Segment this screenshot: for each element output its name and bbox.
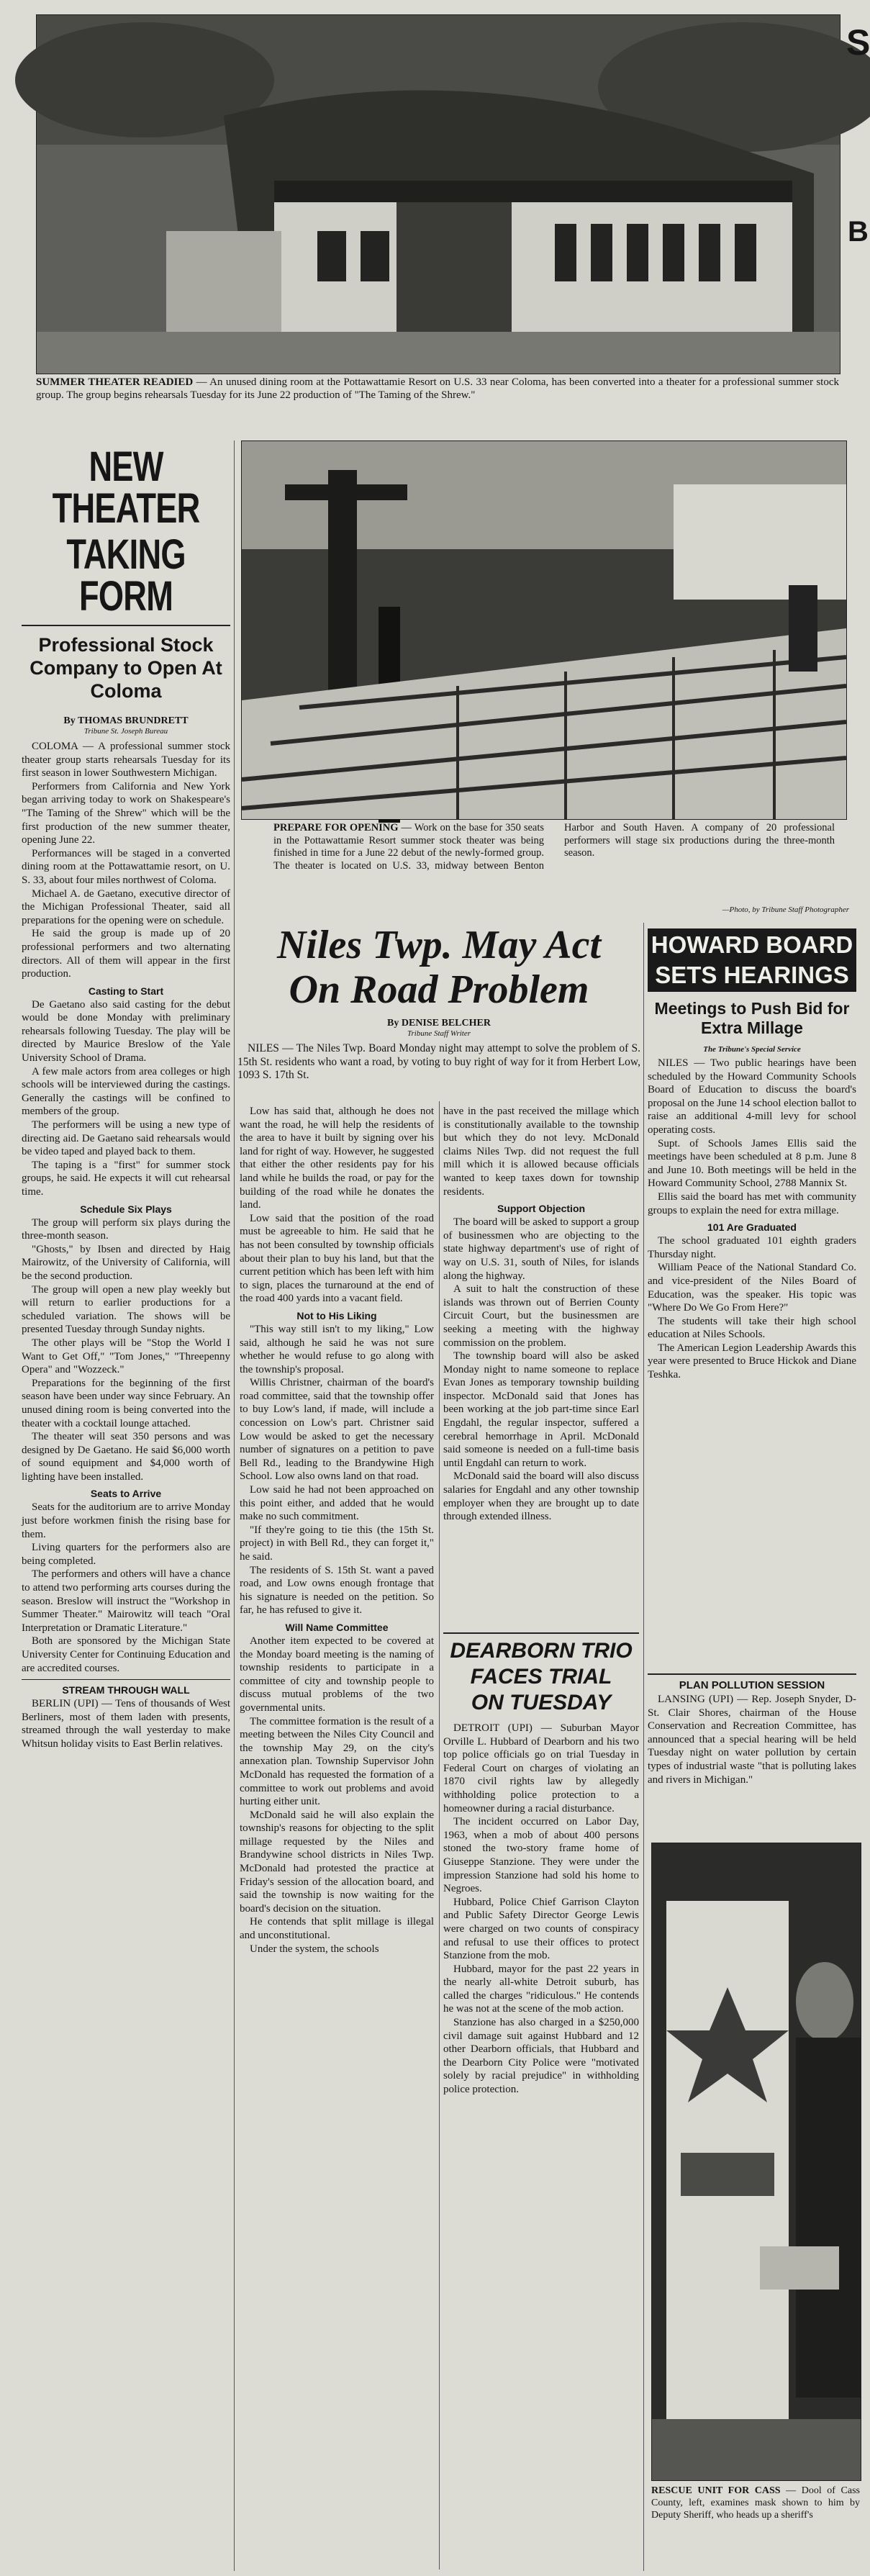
- niles-paragraph: McDonald said he will also explain the township's reasons for objecting to the split millage requested by the Niles and Brandywine school districts in Niles Twp. McDonald had protested the practice at Friday's session of the allocation board, and said the township is now waiting for the board's decision on the situation.: [240, 1809, 434, 1915]
- howard-subhead-graduated: 101 Are Graduated: [707, 1221, 797, 1234]
- opening-prep-photo: [241, 440, 847, 820]
- opening-prep-caption-text: — Work on the base for 350 seats in the Pottawattamie Resort summer stock theater was being finished in time for a June 22 debut of the newly-formed group. The theater is located on U.S. 33, midway between Benton Harbor and South Haven. A company of 20 professional performers will stage six productions during the three-month season.: [273, 822, 835, 872]
- edge-fragment-2: B: [848, 216, 869, 248]
- dearborn-headline-line2: FACES TRIAL: [470, 1665, 612, 1689]
- theater-subhead-casting: Casting to Start: [88, 985, 164, 997]
- dearborn-paragraph: Stanzione has also charged in a $250,000 civil damage suit against Hubbard and 12 other Dearborn officials, that Hubbard and the Dearborn City Police were "motivated solely by racial prejudice" in withholding police protection.: [443, 2017, 639, 2096]
- theater-paragraph: The theater will seat 350 persons and was designed by De Gaetano. He said $6,000 worth of sound equipment and $4,000 worth of lighting have been installed.: [22, 1431, 230, 1483]
- opening-prep-caption: [273, 822, 835, 872]
- theater-paragraph: Both are sponsored by the Michigan State University Center for Continuing Education and are accredited courses.: [22, 1635, 230, 1674]
- theater-headline: [22, 443, 230, 620]
- opening-prep-photo-image: [242, 441, 846, 819]
- niles-paragraph: Under the system, the schools: [250, 1943, 379, 1955]
- niles-column-2: [443, 1105, 639, 1616]
- howard-headline: [648, 928, 856, 992]
- howard-paragraph: William Peace of the National Standard Co. and vice-president of the Niles Board of Education, was the speaker. His topic was "Where Do We Go From Here?": [648, 1262, 856, 1314]
- niles-lead-paragraph: NILES — The Niles Twp. Board Monday night may attempt to solve the problem of S. 15th St. residents who want a road, by voting to buy right of way for it from Herbert Low, 1093 S. 17th St.: [237, 1042, 640, 1082]
- niles-subhead-liking: Not to His Liking: [296, 1309, 377, 1321]
- howard-story: [648, 928, 856, 1670]
- theater-paragraph: COLOMA — A professional summer stock theater group starts rehearsals Tuesday for its first season in lower Southwestern Michigan.: [22, 741, 230, 779]
- howard-headline-line2: SETS HEARINGS: [655, 962, 849, 988]
- theater-paragraph: He said the group is made up of 20 professional performers and two alternating directors. All of them will appear in the first production.: [22, 928, 230, 980]
- niles-paragraph: The township board will also be asked Monday night to name someone to replace Evan Jones as temporary township building inspector. McDonald said that Jones has been working at the job part-time since Earl Engdahl, the regular inspector, suffered a cerebral hemorrhage in April. McDonald said someone is needed on a full-time basis until Engdahl can return to work.: [443, 1350, 639, 1469]
- theater-paragraph: Michael A. de Gaetano, executive director of the Michigan Professional Theater, said all preparations for the opening were on schedule.: [22, 887, 230, 926]
- theater-paragraph: Performances will be staged in a converted dining room at the Pottawattamie resort, on U. S. 33, about four miles northwest of Coloma.: [22, 847, 230, 886]
- howard-subhead: Meetings to Push Bid for Extra Millage: [654, 999, 850, 1037]
- theater-subhead-plays: Schedule Six Plays: [80, 1203, 172, 1215]
- rescue-unit-caption: [651, 2485, 860, 2570]
- theater-byline: By THOMAS BRUNDRETT: [63, 715, 189, 726]
- theater-headline-line1: NEW THEATER: [52, 443, 200, 532]
- niles-paragraph: "This way still isn't to my liking," Low said, although he said he was not sure whether he would refuse to go along with the township's proposal.: [240, 1323, 434, 1375]
- niles-paragraph: Another item expected to be covered at the Monday board meeting is the naming of township residents to participate in a committee of city and township people to discuss mutual problems of the two governmental units.: [240, 1635, 434, 1714]
- theater-headline-rule: [22, 625, 230, 626]
- summer-theater-caption-text: — An unused dining room at the Pottawattamie Resort on U.S. 33 near Coloma, has been converted into a theater for a professional summer stock group. The group begins rehearsals Tuesday for its June 22 production of "The Taming of the Shrew.": [36, 376, 839, 401]
- theater-affiliation: Tribune St. Joseph Bureau: [83, 727, 168, 736]
- niles-story: [237, 923, 640, 1083]
- howard-paragraph: The American Legion Leadership Awards this year were presented to Bruce Hickok and Diane Teshka.: [648, 1342, 856, 1381]
- stream-subhead: STREAM THROUGH WALL: [62, 1684, 190, 1696]
- theater-story: [22, 443, 230, 2570]
- dearborn-headline-line1: DEARBORN TRIO: [450, 1639, 633, 1663]
- theater-paragraph: "Ghosts," by Ibsen and directed by Haig Mairowitz, of the University of California, will be the second production.: [22, 1243, 230, 1282]
- niles-headline: [237, 923, 640, 1012]
- theater-paragraph: The group will perform six plays during the three-month season.: [22, 1216, 230, 1242]
- niles-affiliation: Tribune Staff Writer: [407, 1029, 471, 1038]
- theater-paragraph: Performers from California and New York began arriving today to work on Shakespeare's "The Taming of the Shrew" which will be the first production of the new summer theater, opening June 22.: [22, 780, 230, 846]
- dearborn-headline-line3: ON TUESDAY: [471, 1691, 612, 1714]
- theater-paragraph: The taping is a "first" for summer stock groups, he said. He expects it will cut rehearsal time.: [22, 1159, 230, 1198]
- dearborn-paragraph: DETROIT (UPI) — Suburban Mayor Orville L. Hubbard of Dearborn and his two top police officials go on trial Tuesday in Federal Court on charges of violating an 1870 civil rights law by allegedly withholding police protection to a homeowner during a racial disturbance.: [443, 1722, 639, 1815]
- dearborn-top-rule: [443, 1632, 639, 1634]
- summer-theater-caption-lead: SUMMER THEATER READIED: [36, 376, 194, 388]
- niles-paragraph: Low said he had not been approached on this point either, and added that he would make no such commitment.: [240, 1484, 434, 1523]
- column-divider: [439, 1101, 440, 2570]
- summer-theater-caption: [36, 376, 839, 402]
- pollution-story: [648, 1673, 856, 1825]
- dearborn-story: [443, 1632, 639, 2568]
- dearborn-paragraph: Hubbard, Police Chief Garrison Clayton and Public Safety Director George Lewis were charged on two counts of conspiracy and refusal to use their offices to protect Stanzione from the mob.: [443, 1896, 639, 1962]
- theater-paragraph: The group will open a new play weekly but will return to earlier productions for a scheduled variation. The shows will be presented Tuesday through Sunday nights.: [22, 1283, 230, 1336]
- pollution-headline: PLAN POLLUTION SESSION: [679, 1679, 825, 1691]
- dearborn-headline: [443, 1638, 639, 1716]
- theater-subhead: Professional Stock Company to Open At Coloma: [30, 634, 222, 702]
- niles-paragraph: He contends that split millage is illegal and unconstitutional.: [240, 1916, 434, 1942]
- rescue-unit-photo: [651, 1843, 861, 2481]
- opening-prep-caption-lead: PREPARE FOR OPENING: [273, 822, 399, 833]
- theater-paragraph: Living quarters for the performers also are being completed.: [22, 1542, 230, 1567]
- theater-paragraph: The performers and others will have a chance to attend two performing arts courses during the season. Breslow will instruct the "Workshop in Summer Theater." Mairowitz will teach "Oral Interpretation or Dramatic Literature.": [22, 1568, 230, 1634]
- howard-paragraph: The school graduated 101 eighth graders Thursday night.: [648, 1235, 856, 1260]
- howard-paragraph: Supt. of Schools James Ellis said the meetings have been scheduled at 8 p.m. June 8 and June 10. Both meetings will be held in the Howard Community School, 2788 Mannix St.: [648, 1137, 856, 1190]
- dearborn-paragraph: The incident occurred on Labor Day, 1963, when a mob of about 400 persons stoned the two-story frame home of Giuseppe Stanzione. They were under the impression Stanzione had sold his home to Negroes.: [443, 1816, 639, 1895]
- theater-paragraph: A few male actors from area colleges or high schools will be interviewed during the castings. Generally the castings will be confined to members of the group.: [22, 1065, 230, 1118]
- niles-column-1: [240, 1105, 434, 2570]
- column-divider: [643, 923, 644, 2571]
- summer-theater-photo: [36, 14, 840, 374]
- niles-paragraph: Low said that the position of the road must be agreeable to him. He said that he has not been consulted by township officials about their plan to buy his land, but that the current petition which has been left with him to sign, places the turnaround at the end of the road 400 yards into a vacant field.: [240, 1212, 434, 1305]
- theater-subhead-seats: Seats to Arrive: [90, 1488, 162, 1500]
- howard-affiliation: The Tribune's Special Service: [703, 1045, 801, 1054]
- theater-paragraph: Seats for the auditorium are to arrive Monday just before workmen finish the rising base for them.: [22, 1501, 230, 1540]
- photo-credit: —Photo, by Tribune Staff Photographer: [722, 905, 849, 914]
- niles-headline-line1: Niles Twp. May Act: [276, 923, 602, 967]
- edge-fragment-1: S: [846, 22, 870, 63]
- theater-paragraph: The performers will be using a new type of directing aid. De Gaetano said rehearsals would be video taped and played back to them.: [22, 1119, 230, 1158]
- column-divider: [234, 440, 235, 2571]
- stream-rule: [22, 1679, 230, 1680]
- pollution-paragraph: LANSING (UPI) — Rep. Joseph Snyder, D-St. Clair Shores, chairman of the House Conservation and Recreation Committee, has announced that a special hearing will be held Tuesday night on water pollution by certain types of industrial waste "that is polluting lakes and rivers in Michigan.": [648, 1694, 856, 1786]
- howard-headline-line1: HOWARD BOARD: [651, 931, 853, 958]
- pollution-top-rule: [648, 1673, 856, 1675]
- niles-paragraph: "If they're going to tie this (the 15th St. project) in with Bell Rd., they can forget it," he said.: [240, 1524, 434, 1563]
- howard-paragraph: NILES — Two public hearings have been scheduled by the Howard Community Schools Board of Education to discuss the board's proposal on the June 14 school election ballot to raise an additional 4-mill levy for school operating costs.: [648, 1057, 856, 1136]
- theater-headline-line2: TAKING FORM: [66, 531, 186, 620]
- dearborn-paragraph: Hubbard, mayor for the past 22 years in the nearly all-white Detroit suburb, has called the charges "ridiculous." He contends he was not at the scene of the mob action.: [443, 1963, 639, 2015]
- niles-paragraph: The board will be asked to support a group of businessmen who are objecting to the state highway department's use of right of way on U.S. 31, south of Niles, for islands along the highway.: [443, 1216, 639, 1282]
- niles-paragraph: McDonald said the board will also discuss salaries for Engdahl and any other township employer when they are brought up to date through extended illness.: [443, 1470, 639, 1523]
- theater-paragraph: Preparations for the beginning of the first season have been under way since February. An unused dining room is being converted into the theater with a cocktail lounge attached.: [22, 1377, 230, 1429]
- rescue-unit-caption-lead: RESCUE UNIT FOR CASS: [651, 2485, 781, 2496]
- howard-paragraph: The students will take their high school education at Niles Schools.: [648, 1315, 856, 1341]
- niles-paragraph: A suit to halt the construction of these islands was thrown out of Berrien County Circuit Court, but the businessmen are seeking a meeting with the highway commission on the problem.: [443, 1283, 639, 1349]
- niles-paragraph: Low has said that, although he does not want the road, he will help the residents of the area to have it built by signing over his land for right of way. However, he suggested that either the other residents pay for his land while he builds the road, or pay for the building of the road while he donates the land.: [240, 1106, 434, 1211]
- niles-paragraph: The residents of S. 15th St. want a paved road, and Low owns enough frontage that his signature is needed on the petition. So far, he has refused to give it.: [240, 1564, 434, 1617]
- howard-paragraph: Ellis said the board has met with community groups to explain the need for extra millage.: [648, 1190, 856, 1216]
- theater-paragraph: The other plays will be "Stop the World I Want to Get Off," "Tom Jones," "Threepenny Opera" and "Wozzeck.": [22, 1337, 230, 1376]
- theater-paragraph: De Gaetano also said casting for the debut would be done Monday with preliminary rehearsals following Tuesday. The play will be directed by Maurice Breslow of the Yale University School of Drama.: [22, 998, 230, 1065]
- niles-paragraph: have in the past received the millage which is constitutionally available to the township but which they do not levy. McDonald claims Niles Twp. did not request the full mill which it is allowed because officials wanted to keep taxes down for township residents.: [443, 1106, 639, 1198]
- niles-paragraph: The committee formation is the result of a meeting between the Niles City Council and the township May 29, on the city's annexation plan. Township Supervisor John McDonald has requested the formation of a committee to work out problems and avoid hurting either unit.: [240, 1715, 434, 1808]
- rescue-unit-caption-text: — Dool of Cass County, left, examines mask shown to him by Deputy Sheriff, who heads up a sheriff's: [651, 2485, 860, 2521]
- niles-byline: By DENISE BELCHER: [387, 1018, 491, 1029]
- niles-headline-line2: On Road Problem: [289, 967, 589, 1012]
- summer-theater-photo-image: [37, 15, 840, 374]
- niles-paragraph: Willis Christner, chairman of the board's road committee, said that the township offer to buy Low's land, if made, will include a concession on Low's part. Christner said Low would be asked to get the necessary number of signatures on a petition to pave Bell Rd., leading to the Brandywine High School. Low also owns land on that road.: [240, 1377, 434, 1483]
- rescue-unit-photo-image: [652, 1843, 861, 2480]
- stream-paragraph: BERLIN (UPI) — Tens of thousands of West Berliners, most of them laden with presents, streamed through the wall yesterday to make Whitsun holiday visits to East Berlin relatives.: [22, 1698, 230, 1750]
- niles-subhead-committee: Will Name Committee: [285, 1621, 389, 1633]
- niles-subhead-support: Support Objection: [497, 1203, 586, 1215]
